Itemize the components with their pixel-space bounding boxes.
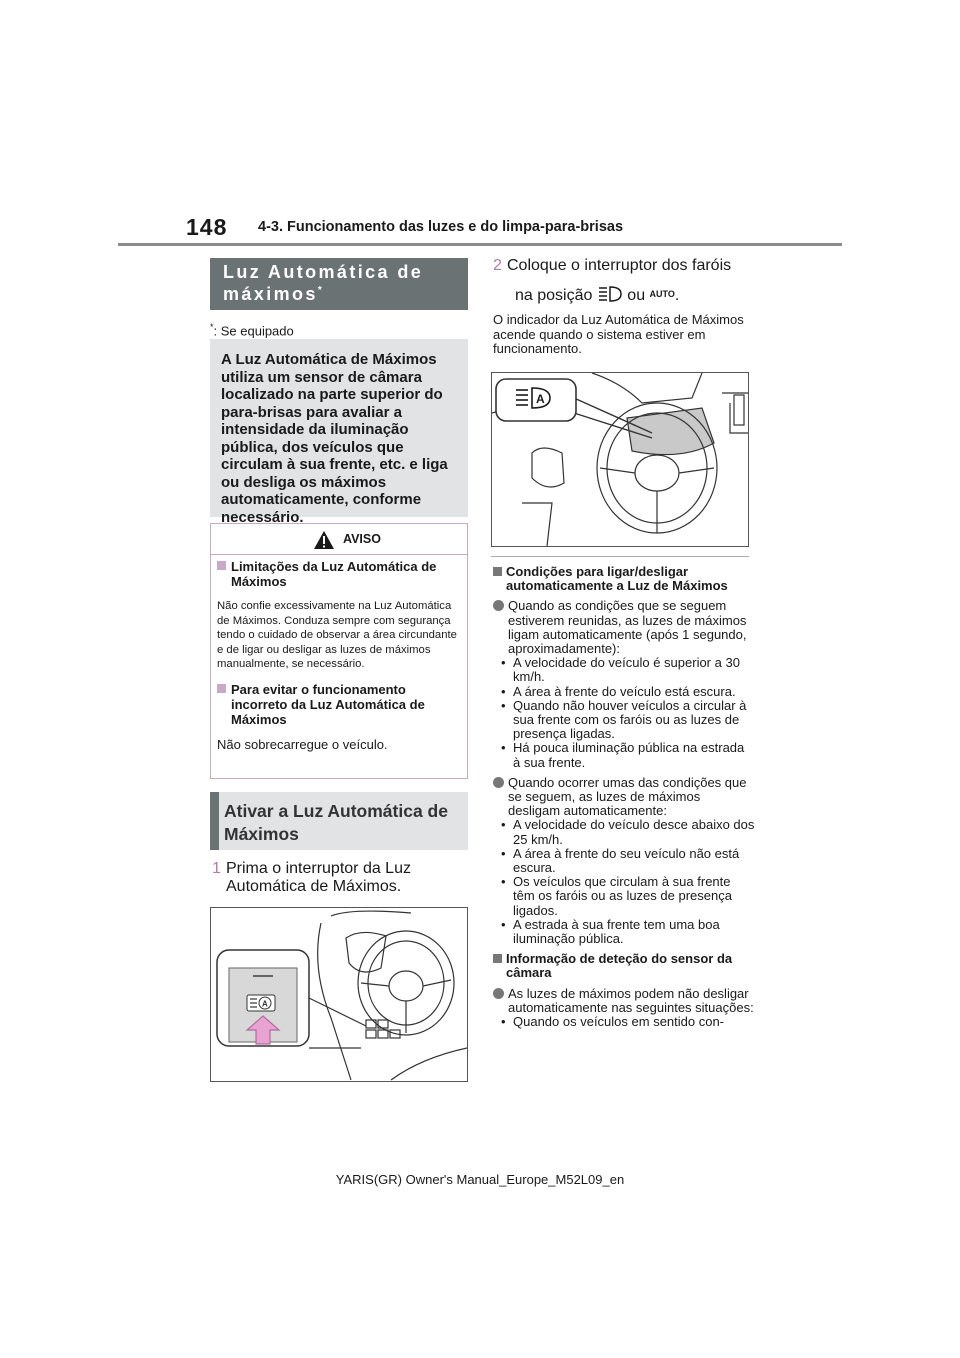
intro-box: [210, 339, 468, 526]
list-item: [493, 699, 755, 742]
warning-subheading-prevent: [217, 682, 461, 727]
bullet-text: Quando ocorrer umas das condições que se seguem, as luzes de máximos desligam automaticamente:: [508, 774, 747, 819]
step-1: [212, 860, 470, 896]
conditions-section: [493, 565, 755, 1029]
step-2: [493, 257, 753, 305]
conditions-title: Condições para ligar/desligar automaticamente a Luz de Máximos: [506, 564, 728, 594]
step-number: 2: [493, 257, 502, 274]
switch-illustration: [210, 907, 468, 1082]
step-text-pre: na posição: [515, 287, 593, 304]
footer: YARIS(GR) Owner's Manual_Europe_M52L09_en: [335, 1172, 625, 1187]
warning-sub2-text: Para evitar o funcionamento incorreto da Luz Automática de Máximos: [231, 681, 425, 727]
footnote-text: : Se equipado: [213, 323, 294, 339]
warning-box: [210, 523, 468, 779]
list-item-text: Há pouca iluminação pública na estrada à sua frente.: [513, 740, 745, 770]
chapter-title: 4-3. Funcionamento das luzes e do limpa-para-brisas: [258, 219, 624, 235]
bullet-dot: •: [501, 1014, 506, 1030]
warning-subheading-limitations: [217, 559, 461, 589]
footnote: [210, 322, 294, 338]
warning-label: AVISO: [343, 532, 381, 546]
warning-triangle-icon: [313, 530, 335, 550]
asterisk: *: [317, 285, 322, 296]
warning-text-prevent: Não sobrecarregue o veículo.: [217, 736, 388, 752]
sensor-heading: [493, 952, 755, 980]
warning-body: [217, 559, 461, 752]
conditions-bullet-off: [493, 776, 755, 819]
bullet-text: As luzes de máximos podem não desligar automaticamente nas seguintes situações:: [508, 985, 754, 1015]
step-text-line1: Coloque o interruptor dos faróis: [507, 257, 732, 274]
warning-header: [211, 524, 467, 555]
round-bullet-icon: [493, 988, 504, 999]
footnote-mark: *: [210, 322, 214, 332]
svg-text:A: A: [536, 392, 545, 406]
list-item: [493, 818, 755, 846]
dashboard-switch-drawing: [211, 908, 467, 1081]
step-text-line2: [515, 285, 753, 305]
high-beam-auto-symbol-icon: [597, 285, 623, 303]
page-number: 148: [186, 214, 228, 240]
header-rule: [118, 243, 842, 246]
square-bullet-icon: [493, 567, 502, 576]
list-item-text: A velocidade do veículo desce abaixo dos 25 km/h.: [513, 817, 755, 847]
bullet-dot: •: [501, 697, 506, 713]
list-item: [493, 1015, 755, 1029]
step-text-mid: ou: [627, 287, 646, 304]
bullet-dot: •: [501, 683, 506, 699]
bullet-dot: •: [501, 655, 506, 671]
conditions-bullet-on: [493, 599, 755, 656]
list-item: [493, 656, 755, 684]
section-title-line2: [223, 284, 322, 305]
list-item-text: Quando não houver veículos a circular à sua frente com os faróis ou as luzes de presença ligadas.: [513, 697, 747, 742]
indicator-illustration: [491, 372, 749, 547]
round-bullet-icon: [493, 777, 504, 788]
list-item-text: A área à frente do seu veículo não está escura.: [513, 845, 740, 876]
square-bullet-icon: [217, 684, 226, 693]
list-item-text: A área à frente do veículo está escura.: [513, 683, 736, 699]
list-item-text: Quando os veículos em sentido con-: [513, 1014, 725, 1030]
indicator-text: O indicador da Luz Automática de Máximos acende quando o sistema estiver em funcionamento.: [493, 312, 744, 356]
bullet-text: Quando as condições que se seguem estiverem reunidas, as luzes de máximos ligam automaticamente (após 1 segundo, aproximadamente):: [508, 598, 747, 657]
divider: [491, 556, 749, 557]
conditions-heading: [493, 565, 755, 593]
section-title-auto-high-beam: [210, 258, 468, 310]
list-item: [493, 875, 755, 918]
section2-title-line1: Ativar a Luz Automática de: [224, 801, 448, 821]
intro-text: A Luz Automática de Máximos utiliza um sensor de câmara localizado na parte superior do para-brisas para avaliar a intensidade da iluminação pública, dos veículos que circulam à sua frente, etc. e liga ou desliga os máximos automaticamente, conforme necessário.: [221, 351, 448, 526]
section-bar: [210, 792, 219, 850]
bullet-dot: •: [501, 845, 506, 861]
sensor-bullet: [493, 987, 755, 1015]
step-text-end: .: [674, 287, 680, 304]
svg-text:A: A: [262, 999, 268, 1009]
bullet-dot: •: [501, 916, 506, 932]
list-item: [493, 918, 755, 946]
square-bullet-icon: [217, 561, 226, 570]
bullet-dot: •: [501, 740, 506, 756]
section2-title-line2: Máximos: [224, 824, 299, 844]
steering-wheel-drawing: [492, 373, 748, 546]
list-item: [493, 685, 755, 699]
bullet-dot: •: [501, 817, 506, 833]
list-item-text: A velocidade do veículo é superior a 30 km/h.: [513, 655, 740, 685]
section-title-line2-text: máximos: [223, 284, 318, 304]
list-item: [493, 741, 755, 769]
warning-text-limitations: Não confie excessivamente na Luz Automática de Máximos. Conduza sempre com segurança tendo o cuidado de observar a área circundante e de ligar ou desligar as luzes de máximos manualmente, se necessário.: [217, 600, 457, 670]
round-bullet-icon: [493, 600, 504, 611]
step-text: Prima o interruptor da Luz Automática de Máximos.: [226, 860, 411, 895]
sensor-title: Informação de deteção do sensor da câmara: [506, 951, 733, 981]
section-title-activate: [210, 792, 468, 850]
list-item-text: A estrada à sua frente tem uma boa iluminação pública.: [513, 916, 720, 947]
list-item: [493, 847, 755, 875]
list-item-text: Os veículos que circulam à sua frente têm os faróis ou as luzes de presença ligados.: [513, 874, 732, 918]
square-bullet-icon: [493, 954, 502, 963]
auto-icon: AUTO: [649, 289, 675, 299]
bullet-dot: •: [501, 874, 506, 890]
warning-sub1-text: Limitações da Luz Automática de Máximos: [231, 559, 437, 589]
step-number: 1: [212, 860, 221, 877]
section-title-line1: Luz Automática de: [223, 262, 424, 282]
